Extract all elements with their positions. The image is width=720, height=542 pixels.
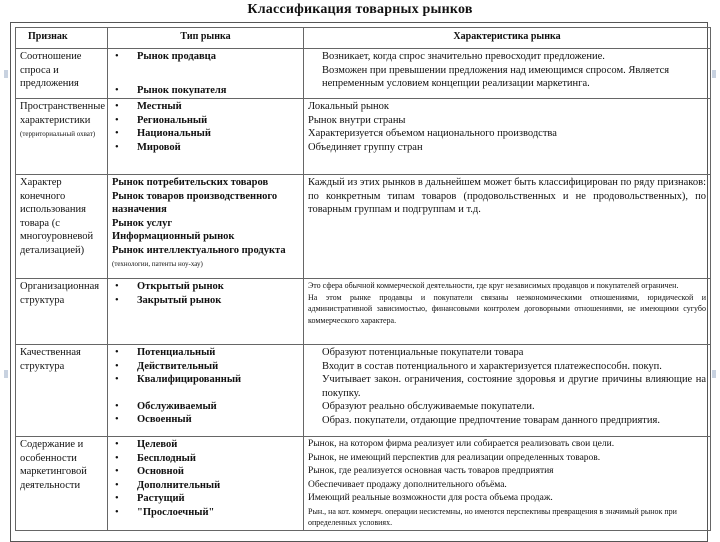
type-item: • Дополнительный <box>112 479 299 493</box>
type-cell <box>108 279 304 345</box>
header-characteristic: Характеристика рынка <box>304 28 711 49</box>
type-item: • Освоенный <box>112 413 299 427</box>
feature-cell: Организационная структура <box>16 279 108 345</box>
type-item: • Основной <box>112 465 299 479</box>
feature-cell: Качественная структура <box>16 345 108 437</box>
desc-item: Рынок, на котором фирма реализует или собирается реализовать свои цели. <box>308 439 615 449</box>
desc-item: Это сфера обычной коммерческой деятельности, где круг независимых продавцов и покупателей ограничен. <box>308 281 679 290</box>
type-item: Информационный рынок <box>112 231 235 242</box>
desc-item: Входит в состав потенциального и характеризуется платежеспособн. покуп. <box>322 360 662 372</box>
type-item: • "Прослоечный" <box>112 506 299 520</box>
type-item: • Открытый рынок <box>112 280 299 294</box>
table-row <box>16 99 711 175</box>
desc-item: Образуют реально обслуживаемые покупатели. <box>322 401 535 412</box>
type-note: (технологии, патенты ноу-хау) <box>112 260 203 268</box>
desc-cell <box>304 99 711 175</box>
table-row <box>16 175 711 279</box>
type-item: • Закрытый рынок <box>112 294 299 308</box>
desc-cell <box>304 175 711 279</box>
desc-item: Рын., на кот. коммерч. операции несистемны, но имеются перспективы превращения в значимый рынок при определенных условиях. <box>308 506 677 527</box>
type-item: • Целевой <box>112 438 299 452</box>
feature-cell: Соотношение спроса и предложения <box>16 49 108 99</box>
desc-item: Возникает, когда спрос значительно превосходит предложение. <box>322 51 605 62</box>
desc-item: Рынок, где реализуется основная часть товаров предприятия <box>308 466 554 476</box>
header-market-type: Тип рынка <box>108 28 304 49</box>
type-item: Рынок интеллектуального продукта <box>112 244 286 256</box>
desc-item: Обеспечивает продажу дополнительного объёма. <box>308 479 507 490</box>
type-item: • Мировой <box>112 141 299 155</box>
type-cell <box>108 345 304 437</box>
type-cell <box>108 437 304 531</box>
desc-item: Образуют потенциальные покупатели товара <box>322 347 524 358</box>
feature-cell: Пространственные характеристики (территориальный охват) <box>16 99 108 175</box>
type-item: • Региональный <box>112 114 299 128</box>
desc-item: Объединяет группу стран <box>308 141 423 153</box>
type-item: Рынок товаров производственного назначения <box>112 190 278 215</box>
type-item: • Потенциальный <box>112 346 299 360</box>
type-item: Рынок услуг <box>112 217 173 229</box>
type-item: • Рынок продавца <box>112 50 299 64</box>
desc-item: Возможен при превышении предложения над имеющимся спросом. Является непременным условием концепции реализации маркетинга. <box>322 64 670 89</box>
type-item: • Действительный <box>112 360 299 374</box>
page-title: Классификация товарных рынков <box>247 2 473 17</box>
desc-item: Образ. покупатели, отдающие предпочтение товарам данного предприятия. <box>322 414 660 426</box>
corner-mark <box>712 370 716 378</box>
desc-cell <box>304 437 711 531</box>
type-item: • Местный <box>112 100 299 114</box>
type-item: • Обслуживаемый <box>112 400 299 414</box>
desc-item: Рынок, не имеющий перспектив для реализации определенных товаров. <box>308 452 601 463</box>
type-item: • Растущий <box>112 492 299 506</box>
type-cell <box>108 49 304 99</box>
type-item: • Национальный <box>112 127 299 141</box>
type-item: • Рынок покупателя <box>112 84 299 98</box>
table-header-row <box>16 28 711 49</box>
table-row <box>16 49 711 99</box>
feature-note: (территориальный охват) <box>20 130 96 138</box>
corner-mark <box>712 70 716 78</box>
corner-mark <box>4 70 8 78</box>
desc-cell <box>304 345 711 437</box>
desc-item: Локальный рынок <box>308 101 390 112</box>
type-cell <box>108 99 304 175</box>
desc-item: Имеющий реальные возможности для роста объема продаж. <box>308 493 553 503</box>
desc-item: Характеризуется объемом национального производства <box>308 128 557 139</box>
type-item: • Бесплодный <box>112 452 299 466</box>
type-item: • Квалифицированный <box>112 373 299 387</box>
desc-item: Каждый из этих рынков в дальнейшем может быть классифицирован по ряду признаков: по конкретным типам товаров (продовольственных и не продовольственных), по товарным группам и подгруппам и т.д. <box>308 177 706 215</box>
table-row <box>16 279 711 345</box>
desc-cell <box>304 279 711 345</box>
desc-cell <box>304 49 711 99</box>
corner-mark <box>4 370 8 378</box>
desc-item: На этом рынке продавцы и покупатели связаны неэкономическими отношениями, юридической и административной зависимостью, финансовыми контролем договорными отношениями, не имеющими сугубо коммерческого характера. <box>308 292 706 325</box>
header-feature: Признак <box>16 28 108 49</box>
table-row <box>16 437 711 531</box>
feature-cell: Характер конечного использования товара (с многоуровневой детализацией) <box>16 175 108 279</box>
desc-item: Учитывает закон. ограничения, состояние здоровья и другие причины влияющие на покупку. <box>322 374 706 399</box>
feature-cell: Содержание и особенности маркетинговой деятельности <box>16 437 108 531</box>
desc-item: Рынок внутри страны <box>308 114 406 126</box>
type-item: Рынок потребительских товаров <box>112 177 269 188</box>
table-row <box>16 345 711 437</box>
classification-table <box>15 27 711 531</box>
type-cell <box>108 175 304 279</box>
